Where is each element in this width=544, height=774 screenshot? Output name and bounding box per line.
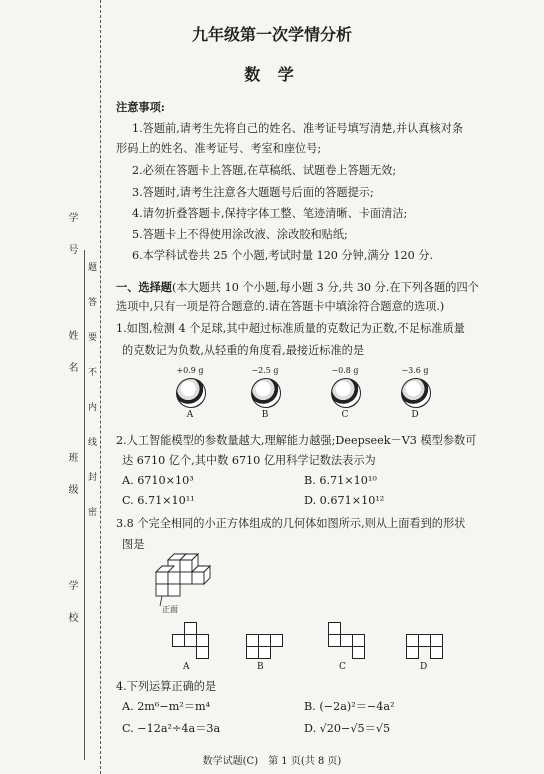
notice-title: 注意事项: (116, 100, 165, 114)
soccer-ball-icon (176, 378, 206, 408)
soccer-ball-icon (331, 378, 361, 408)
ball-value: −3.6 g (401, 366, 429, 375)
q2-option-a: A. 6710×10³ (122, 474, 194, 487)
seal-characters: 题 答 要 不 内 线 封 密 (88, 263, 98, 518)
notice-item: 1.答题前,请考生先将自己的姓名、准考证号填写清楚,并认真核对条 (132, 122, 464, 135)
exam-title: 九年级第一次学情分析 (191, 25, 352, 44)
option-letter: C (341, 410, 349, 420)
notice-item: 2.必须在答题卡上答题,在草稿纸、试题卷上答题无效; (132, 164, 397, 177)
q2-option-c: C. 6.71×10¹¹ (122, 494, 195, 507)
q2-text: 2.人工智能模型的参数量越大,理解能力越强;Deepseek－V3 模型参数可 (116, 434, 477, 447)
soccer-ball-icon (401, 378, 431, 408)
q4-option-c: C. −12a²÷4a＝3a (122, 722, 221, 735)
section-title: 一、选择题 (116, 280, 172, 294)
q2-text-2: 达 6710 亿个,其中数 6710 亿用科学记数法表示为 (122, 454, 376, 467)
option-letter: A (183, 662, 190, 672)
binding-dashed-line (100, 0, 101, 774)
q1-text: 1.如图,检测 4 个足球,其中超过标准质量的克数记为正数,不足标准质量 (116, 322, 465, 335)
q1-text-2: 的克数记为负数,从轻重的角度看,最接近标准的是 (122, 344, 365, 357)
section-desc-2: 选项中,只有一项是符合题意的.请在答题卡中填涂符合题意的选项.) (116, 300, 445, 313)
option-letter: B (261, 410, 269, 420)
q2-option-b: B. 6.71×10¹⁰ (304, 474, 377, 487)
label-class: 班 级 (66, 452, 77, 500)
ball-value: −2.5 g (251, 366, 279, 375)
q3-text-2: 图是 (122, 538, 145, 551)
notice-item: 6.本学科试卷共 25 个小题,考试时量 120 分钟,满分 120 分. (132, 249, 433, 262)
label-student-id: 学 号 (66, 212, 77, 260)
q4-text: 4.下列运算正确的是 (116, 680, 217, 693)
option-letter: B (257, 662, 264, 672)
front-label: 正面 (162, 605, 178, 614)
label-name: 姓 名 (66, 330, 77, 378)
section-desc: (本大题共 10 个小题,每小题 3 分,共 30 分.在下列各题的四个 (171, 281, 479, 294)
label-school: 学 校 (66, 580, 77, 628)
q2-option-d: D. 0.671×10¹² (304, 494, 385, 507)
q4-option-a: A. 2m⁶−m²＝m⁴ (122, 700, 211, 713)
ball-value: −0.8 g (331, 366, 359, 375)
q4-option-d: D. √20−√5＝√5 (304, 722, 391, 735)
binding-solid-line (84, 250, 85, 760)
notice-item: 形码上的姓名、准考证号、考室和座位号; (116, 142, 322, 155)
notice-item: 5.答题卡上不得使用涂改液、涂改胶和贴纸; (132, 228, 348, 241)
section-header (116, 280, 479, 295)
option-letter: A (186, 410, 194, 420)
q3-text: 3.8 个完全相同的小正方体组成的几何体如图所示,则从上面看到的形状 (116, 517, 466, 530)
q1-figure (170, 366, 440, 426)
soccer-ball-icon (251, 378, 281, 408)
option-letter: C (339, 662, 346, 672)
page-footer: 数学试题(C) 第 1 页(共 8 页) (202, 756, 342, 767)
option-letter: D (420, 662, 428, 672)
notice-item: 4.请勿折叠答题卡,保持字体工整、笔迹清晰、卡面清洁; (132, 207, 408, 220)
subject-title: 数 学 (244, 65, 300, 84)
notice-item: 3.答题时,请考生注意各大题题号后面的答题提示; (132, 186, 374, 199)
q4-option-b: B. (−2a)²＝−4a² (304, 700, 395, 713)
ball-value: +0.9 g (176, 366, 204, 375)
option-letter: D (411, 410, 419, 420)
